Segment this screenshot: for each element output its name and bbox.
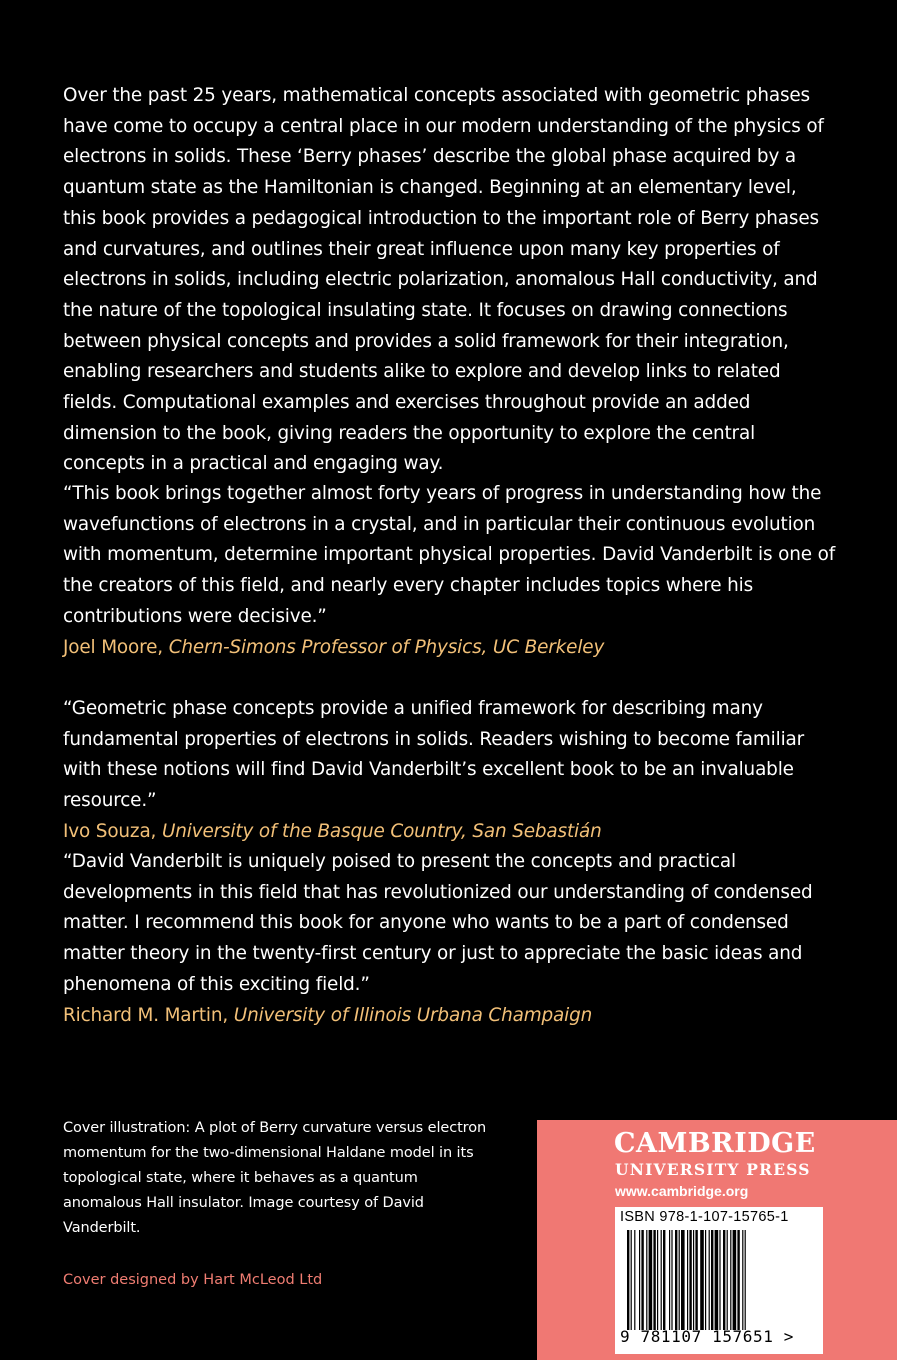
publisher-subtitle: UNIVERSITY PRESS — [615, 1160, 811, 1179]
quote-text: “This book brings together almost forty years of progress in understanding how the wavefunctions of electrons in a crystal, and in particular their continuous evolution with momentum, determine important physical properties. David Vanderbilt is one of the creators of this field, and nearly every chapter includes topics where his contributions were decisive.” — [63, 483, 836, 627]
publisher-url[interactable]: www.cambridge.org — [615, 1183, 749, 1199]
endorser-name: Richard M. Martin, — [63, 1004, 234, 1026]
quote-attribution — [63, 633, 843, 664]
quote-attribution — [63, 817, 843, 848]
barcode-digits: 9 781107 157651 > — [620, 1327, 794, 1346]
barcode-icon — [627, 1230, 815, 1330]
endorsement-quote-2 — [63, 694, 843, 848]
book-description: Over the past 25 years, mathematical concepts associated with geometric phases have come to occupy a central place in our modern understanding of the physics of electrons in solids. These ‘Berry phases’ describe the global phase acquired by a quantum state as the Hamiltonian is changed. Beginning at an elementary level, this book provides a pedagogical introduction to the important role of Berry phases and curvatures, and outlines their great influence upon many key properties of electrons in solids, including electric polarization, anomalous Hall conductivity, and the nature of the topological insulating state. It focuses on drawing connections between physical concepts and provides a solid framework for their integration, enabling researchers and students alike to explore and develop links to related fields. Computational examples and exercises throughout provide an added dimension to the book, giving readers the opportunity to explore the central concepts in a practical and engaging way. — [63, 85, 824, 475]
endorser-affiliation: University of Illinois Urbana Champaign — [233, 1004, 593, 1026]
endorser-affiliation: University of the Basque Country, San Sebastián — [161, 820, 602, 842]
endorser-name: Ivo Souza, — [63, 820, 162, 842]
cover-designer-credit: Cover designed by Hart McLeod Ltd — [63, 1272, 323, 1288]
quote-text: “David Vanderbilt is uniquely poised to present the concepts and practical developments in this field that has revolutionized our understanding of condensed matter. I recommend this book for anyone who wants to be a part of condensed matter theory in the twenty-first century or just to appreciate the basic ideas and phenomena of this exciting field.” — [63, 851, 813, 995]
publisher-panel — [537, 1120, 897, 1360]
quote-attribution — [63, 1001, 843, 1032]
endorsement-quote-3 — [63, 847, 843, 1031]
isbn-label: ISBN 978-1-107-15765-1 — [620, 1209, 789, 1225]
cover-illustration-credit: Cover illustration: A plot of Berry curvature versus electron momentum for the two-dimensional Haldane model in its topological state, where it behaves as a quantum anomalous Hall insulator. Image courtesy of David Vanderbilt. — [63, 1120, 487, 1236]
endorsement-quote-1 — [63, 479, 843, 663]
publisher-name: CAMBRIDGE — [614, 1128, 816, 1159]
barcode-box — [615, 1207, 823, 1354]
endorser-affiliation: Chern-Simons Professor of Physics, UC Berkeley — [168, 636, 605, 658]
quote-text: “Geometric phase concepts provide a unified framework for describing many fundamental properties of electrons in solids. Readers wishing to become familiar with these notions will find David Vanderbilt’s excellent book to be an invaluable resource.” — [63, 698, 805, 812]
endorser-name: Joel Moore, — [63, 636, 169, 658]
